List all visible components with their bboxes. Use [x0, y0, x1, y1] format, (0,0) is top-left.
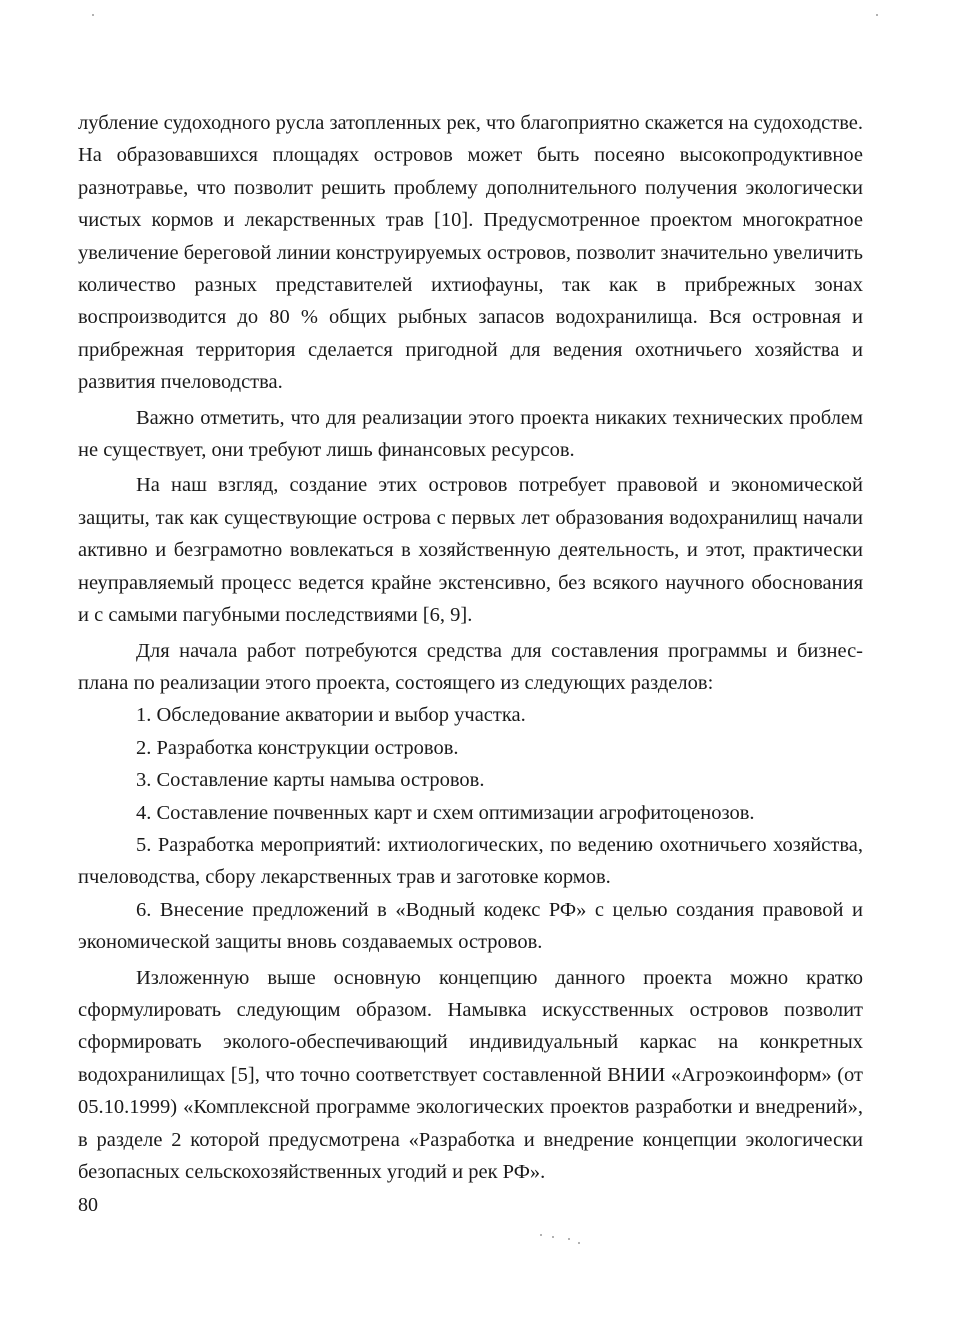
list-item-4: 4. Составление почвенных карт и схем оптимизации агрофитоценозов.	[136, 801, 755, 824]
list-item-3: 3. Составление карты намыва островов.	[136, 769, 485, 792]
page-body	[78, 107, 863, 1188]
list-item-2: 2. Разработка конструкции островов.	[136, 736, 459, 759]
scan-speck	[552, 1236, 554, 1238]
list-item-6: 6. Внесение предложений в «Водный кодекс РФ» с целью создания правовой и экономической защиты вновь создаваемых островов.	[78, 898, 863, 954]
page-number: 80	[78, 1194, 98, 1216]
list-item-5: 5. Разработка мероприятий: ихтиологических, по ведению охотничьего хозяйства, пчеловодства, сбору лекарственных трав и заготовке кормов.	[78, 833, 863, 889]
scan-speck	[578, 1242, 580, 1244]
paragraph-technical-problems: Важно отметить, что для реализации этого проекта никаких технических проблем не существует, они требуют лишь финансовых ресурсов.	[78, 406, 863, 462]
paragraph-continuation: лубление судоходного русла затопленных рек, что благоприятно скажется на судоходстве. На образовавшихся площадях островов может быть посеяно высокопродуктивное разнотравье, что позволит решить проблему дополнительного получения экологически чистых кормов и лекарственных трав [10]. Предусмотренное проектом многократное увеличение береговой линии конструируемых островов, позволит значительно увеличить количество разных представителей ихтиофауны, так как в прибрежных зонах воспроизводится до 80 % общих рыбных запасов водохранилища. Вся островная и прибрежная территория сделается пригодной для ведения охотничьего хозяйства и развития пчеловодства.	[78, 112, 863, 394]
list-item-1: 1. Обследование акватории и выбор участка.	[136, 704, 526, 727]
paragraph-concept-summary: Изложенную выше основную концепцию данного проекта можно кратко сформулировать следующим образом. Намывка искусственных островов позволит сформировать эколого-обеспечивающий индивидуальный каркас на конкретных водохранилищах [5], что точно соответствует составленной ВНИИ «Агроэкоинформ» (от 05.10.1999) «Комплексной программе экологических проектов разработки и внедрений», в разделе 2 которой предусмотрена «Разработка и внедрение концепции экологически безопасных сельскохозяйственных угодий и рек РФ».	[78, 966, 863, 1183]
scan-speck	[876, 14, 878, 16]
paragraph-business-plan: Для начала работ потребуются средства для составления программы и бизнес-плана по реализации этого проекта, состоящего из следующих разделов:	[78, 639, 863, 694]
scan-speck	[540, 1234, 542, 1236]
scan-speck	[92, 14, 94, 16]
paragraph-legal-protection: На наш взгляд, создание этих островов потребует правовой и экономической защиты, так как существующие острова с первых лет образования водохранилищ начали активно и безграмотно вовлекаться в хозяйственную деятельность, и этот, практически неуправляемый процесс ведется крайне экстенсивно, без всякого научного обоснования и с самыми пагубными последствиями [6, 9].	[78, 474, 863, 627]
scan-speck	[568, 1238, 570, 1240]
